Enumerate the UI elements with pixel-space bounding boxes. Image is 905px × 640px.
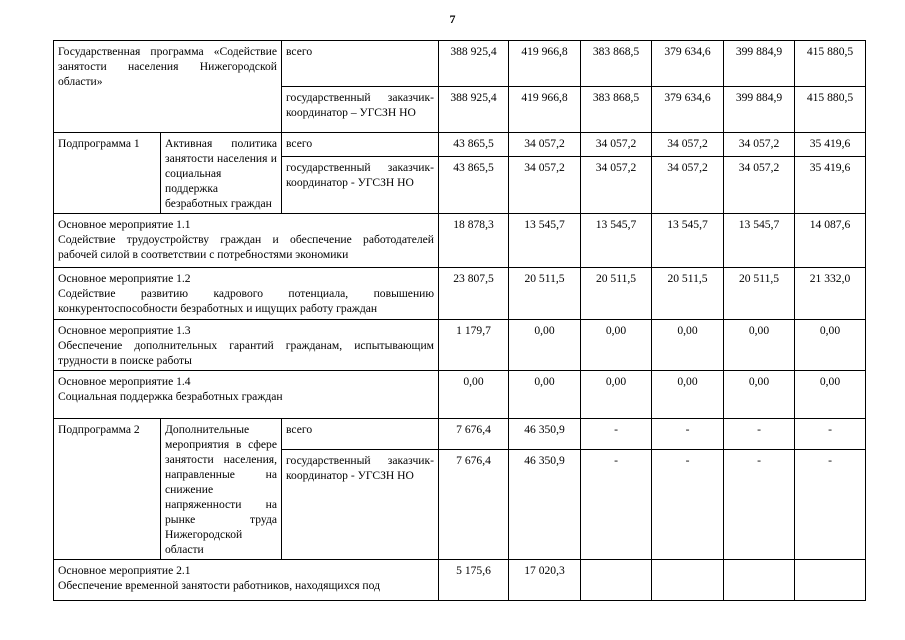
cell-value: 34 057,2 bbox=[724, 156, 795, 213]
cell-value: 46 350,9 bbox=[509, 419, 581, 450]
cell-value: 21 332,0 bbox=[795, 268, 866, 320]
row-label: всего bbox=[282, 133, 439, 157]
cell-value: - bbox=[581, 450, 652, 560]
measure-name: Основное мероприятие 2.1 bbox=[58, 564, 191, 577]
cell-value: 379 634,6 bbox=[652, 87, 724, 133]
cell-value: 20 511,5 bbox=[581, 268, 652, 320]
row-label: государственный заказчик-координатор – УГСЗН НО bbox=[282, 87, 439, 133]
cell-value: 23 807,5 bbox=[439, 268, 509, 320]
cell-value: 399 884,9 bbox=[724, 87, 795, 133]
subprogram-desc: Активная политика занятости населения и социальная поддержка безработных граждан bbox=[161, 133, 282, 214]
cell-value: 13 545,7 bbox=[652, 214, 724, 268]
cell-value: 379 634,6 bbox=[652, 41, 724, 87]
cell-value: 34 057,2 bbox=[652, 156, 724, 213]
cell-value: 14 087,6 bbox=[795, 214, 866, 268]
cell-value: 0,00 bbox=[724, 320, 795, 371]
cell-value: 0,00 bbox=[509, 320, 581, 371]
cell-value: 13 545,7 bbox=[581, 214, 652, 268]
cell-value: 388 925,4 bbox=[439, 41, 509, 87]
measure-desc: Социальная поддержка безработных граждан bbox=[58, 390, 283, 403]
cell-value bbox=[795, 560, 866, 601]
subprogram-desc: Дополнительные мероприятия в сфере занятости населения, направленные на снижение напряженности на рынке труда Нижегородской области bbox=[161, 419, 282, 560]
cell-value: 5 175,6 bbox=[439, 560, 509, 601]
table-row bbox=[54, 133, 866, 157]
cell-value: - bbox=[581, 419, 652, 450]
row-label: всего bbox=[282, 41, 439, 87]
row-label: всего bbox=[282, 419, 439, 450]
cell-value: 35 419,6 bbox=[795, 133, 866, 157]
cell-value: 34 057,2 bbox=[581, 156, 652, 213]
measure-cell bbox=[54, 214, 439, 268]
cell-value: 43 865,5 bbox=[439, 133, 509, 157]
cell-value: 0,00 bbox=[724, 371, 795, 419]
cell-value: 13 545,7 bbox=[724, 214, 795, 268]
measure-name: Основное мероприятие 1.3 bbox=[58, 324, 191, 337]
cell-value: 0,00 bbox=[795, 371, 866, 419]
measure-cell bbox=[54, 560, 439, 601]
cell-value: 383 868,5 bbox=[581, 41, 652, 87]
table-row bbox=[54, 320, 866, 371]
cell-value: 0,00 bbox=[439, 371, 509, 419]
cell-value: 0,00 bbox=[652, 371, 724, 419]
cell-value: 0,00 bbox=[795, 320, 866, 371]
cell-value: 7 676,4 bbox=[439, 450, 509, 560]
cell-value: - bbox=[652, 450, 724, 560]
measure-name: Основное мероприятие 1.4 bbox=[58, 375, 191, 388]
row-label: государственный заказчик-координатор - УГСЗН НО bbox=[282, 156, 439, 213]
cell-value: 46 350,9 bbox=[509, 450, 581, 560]
cell-value: 1 179,7 bbox=[439, 320, 509, 371]
cell-value: 34 057,2 bbox=[652, 133, 724, 157]
cell-value: 415 880,5 bbox=[795, 87, 866, 133]
table-row bbox=[54, 419, 866, 450]
cell-value: 34 057,2 bbox=[509, 133, 581, 157]
cell-value: - bbox=[724, 450, 795, 560]
cell-value: 20 511,5 bbox=[652, 268, 724, 320]
measure-name: Основное мероприятие 1.1 bbox=[58, 218, 191, 231]
cell-value: 0,00 bbox=[581, 320, 652, 371]
table-row bbox=[54, 371, 866, 419]
cell-value bbox=[581, 560, 652, 601]
cell-value: 388 925,4 bbox=[439, 87, 509, 133]
cell-value bbox=[652, 560, 724, 601]
cell-value: - bbox=[795, 450, 866, 560]
measure-cell bbox=[54, 320, 439, 371]
cell-value: - bbox=[652, 419, 724, 450]
cell-value: - bbox=[795, 419, 866, 450]
measure-desc: Обеспечение временной занятости работников, находящихся под bbox=[58, 579, 380, 592]
cell-value: 34 057,2 bbox=[724, 133, 795, 157]
cell-value: 20 511,5 bbox=[724, 268, 795, 320]
table-row bbox=[54, 41, 866, 87]
cell-value: 34 057,2 bbox=[509, 156, 581, 213]
cell-value: 35 419,6 bbox=[795, 156, 866, 213]
measure-cell bbox=[54, 268, 439, 320]
cell-value: - bbox=[724, 419, 795, 450]
cell-value: 383 868,5 bbox=[581, 87, 652, 133]
measure-desc: Обеспечение дополнительных гарантий гражданам, испытывающим трудности в поиске работы bbox=[58, 339, 435, 367]
measure-desc: Содействие развитию кадрового потенциала, повышению конкурентоспособности безработных и ищущих работу граждан bbox=[58, 287, 435, 315]
cell-value: 20 511,5 bbox=[509, 268, 581, 320]
cell-value: 419 966,8 bbox=[509, 41, 581, 87]
budget-table bbox=[53, 40, 866, 601]
table-row bbox=[54, 268, 866, 320]
cell-value bbox=[724, 560, 795, 601]
table-row bbox=[54, 214, 866, 268]
measure-desc: Содействие трудоустройству граждан и обеспечение работодателей рабочей силой в соответствии с потребностями экономики bbox=[58, 233, 435, 261]
measure-cell bbox=[54, 371, 439, 419]
cell-value: 0,00 bbox=[581, 371, 652, 419]
cell-value: 17 020,3 bbox=[509, 560, 581, 601]
cell-value: 34 057,2 bbox=[581, 133, 652, 157]
cell-value: 18 878,3 bbox=[439, 214, 509, 268]
subprogram-name: Подпрограмма 1 bbox=[54, 133, 161, 214]
cell-value: 0,00 bbox=[509, 371, 581, 419]
page-number: 7 bbox=[449, 12, 456, 26]
cell-value: 399 884,9 bbox=[724, 41, 795, 87]
cell-value: 419 966,8 bbox=[509, 87, 581, 133]
cell-value: 13 545,7 bbox=[509, 214, 581, 268]
cell-value: 0,00 bbox=[652, 320, 724, 371]
row-label: государственный заказчик-координатор - УГСЗН НО bbox=[282, 450, 439, 560]
table-row bbox=[54, 560, 866, 601]
cell-value: 43 865,5 bbox=[439, 156, 509, 213]
cell-value: 7 676,4 bbox=[439, 419, 509, 450]
cell-value: 415 880,5 bbox=[795, 41, 866, 87]
program-name: Государственная программа «Содействие занятости населения Нижегородской области» bbox=[54, 41, 282, 133]
measure-name: Основное мероприятие 1.2 bbox=[58, 272, 191, 285]
subprogram-name: Подпрограмма 2 bbox=[54, 419, 161, 560]
